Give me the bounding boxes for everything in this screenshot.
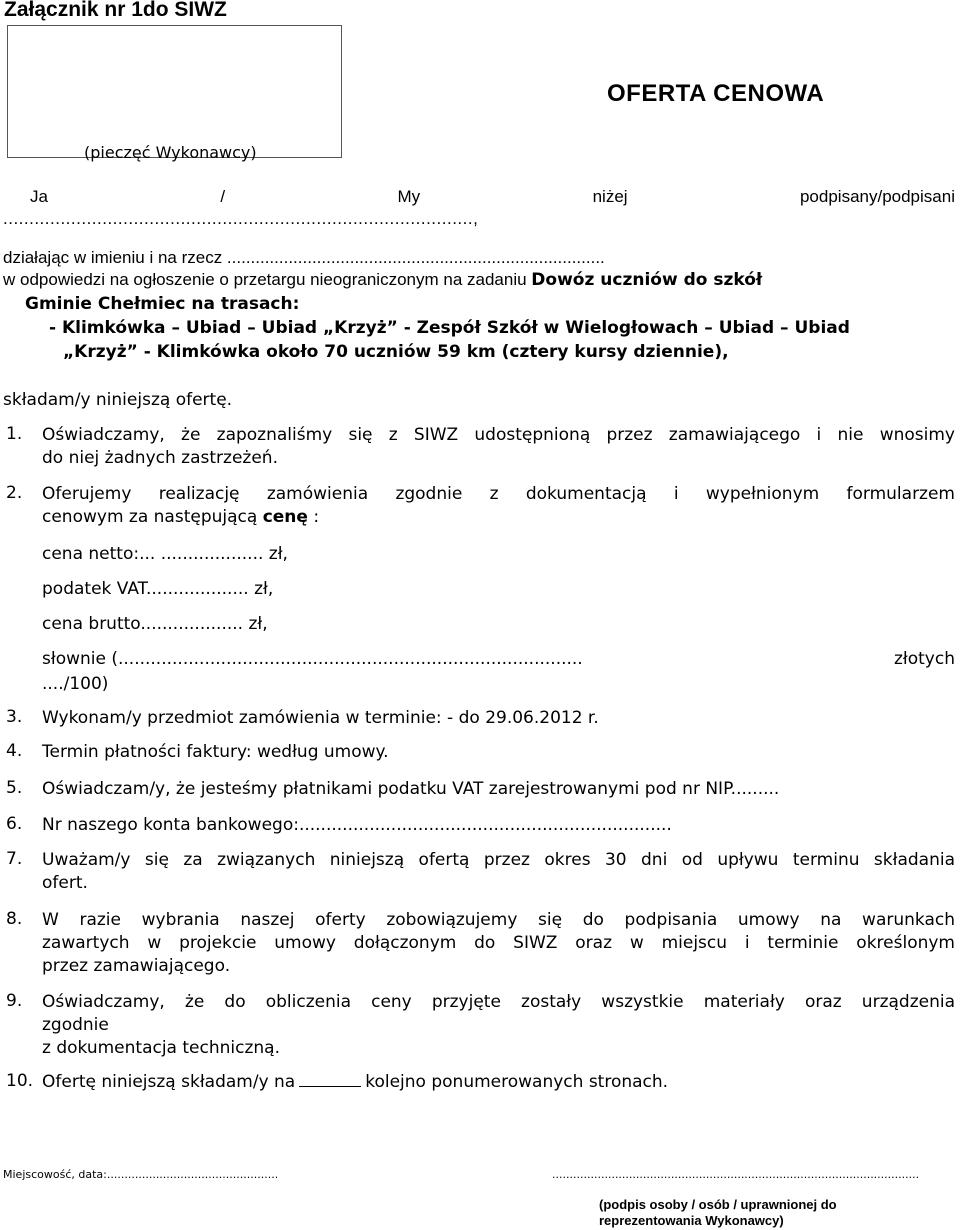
item-text <box>42 1071 955 1094</box>
signatory-name-field[interactable]: .........................................................................................., <box>3 209 479 228</box>
tender-reference <box>3 270 762 290</box>
item-text: Oferujemy realizację zamówienia zgodnie z dokumentacją i wypełnionym formularzem <box>42 484 955 504</box>
item-text: Termin płatności faktury: według umowy. <box>42 742 389 762</box>
tender-reference-text: w odpowiedzi na ogłoszenie o przetargu nieograniczonym na zadaniu <box>3 270 532 289</box>
route-line-2: „Krzyż” - Klimkówka około 70 uczniów 59 km (cztery kursy dziennie), <box>63 342 729 362</box>
net-price-field[interactable]: cena netto:... ................... zł, <box>42 544 288 564</box>
nizej-text: niżej <box>592 187 628 206</box>
slownie-text: słownie (...................................................................................... <box>42 649 583 669</box>
page-title: OFERTA CENOWA <box>607 80 825 107</box>
place-date-field[interactable]: Miejscowość, data:................................................. <box>3 1168 279 1181</box>
item-text-part: kolejno ponumerowanych stronach. <box>365 1072 669 1092</box>
item-text: do niej żadnych zastrzeżeń. <box>42 448 278 468</box>
item-text: z dokumentacja techniczną. <box>42 1038 280 1058</box>
item-text: zawartych w projekcie umowy dołączonym do SIWZ oraz w miejscu i terminie określonym <box>42 933 955 953</box>
contractor-stamp-box <box>7 25 342 158</box>
tender-task-name: Dowóz uczniów do szkół <box>531 270 763 290</box>
item-text-part: cenowym za następującą <box>42 507 263 527</box>
signature-caption-line-1: (podpis osoby / osób / uprawnionej do <box>599 1197 837 1212</box>
grosze-field[interactable]: ..../100) <box>42 674 109 694</box>
stamp-label: (pieczęć Wykonawcy) <box>84 143 257 162</box>
item-number: 1. <box>6 424 23 444</box>
item-text: W razie wybrania naszej oferty zobowiązujemy się do podpisania umowy na warunkach <box>42 910 955 930</box>
signatory-line <box>30 187 955 207</box>
attachment-heading: Załącznik nr 1do SIWZ <box>4 0 227 21</box>
item-text <box>42 506 955 529</box>
ja-text: Ja <box>30 187 48 206</box>
item-text: Nr naszego konta bankowego:..................................................................... <box>42 815 672 835</box>
item-number: 2. <box>6 483 23 503</box>
item-text: przez zamawiającego. <box>42 956 231 976</box>
item-text: ofert. <box>42 873 88 893</box>
item-text: Oświadczamy, że do obliczenia ceny przyjęte zostały wszystkie materiały oraz urządzenia <box>42 992 955 1012</box>
amount-in-words-field[interactable] <box>42 649 955 669</box>
item-text-part: : <box>307 507 320 527</box>
item-number: 3. <box>6 707 23 727</box>
on-behalf-field[interactable]: działając w imieniu i na rzecz ................................................................................ <box>3 248 605 267</box>
item-number: 10. <box>6 1071 34 1091</box>
signature-caption-line-2: reprezentowania Wykonawcy) <box>599 1213 784 1228</box>
vat-field[interactable]: podatek VAT................... zł, <box>42 579 274 599</box>
item-number: 6. <box>6 814 23 834</box>
item-text: Oświadczamy, że zapoznaliśmy się z SIWZ udostępnioną przez zamawiającego i nie wnosimy <box>42 425 955 445</box>
item-text: Oświadczam/y, że jesteśmy płatnikami podatku VAT zarejestrowanymi pod nr NIP......... <box>42 779 780 799</box>
item-number: 7. <box>6 849 23 869</box>
item-text: Wykonam/y przedmiot zamówienia w terminie: - do 29.06.2012 r. <box>42 708 599 728</box>
route-line-1: - Klimkówka – Ubiad – Ubiad „Krzyż” - Zespół Szkół w Wielogłowach – Ubiad – Ubiad <box>49 318 850 338</box>
offer-statement: składam/y niniejszą ofertę. <box>3 390 233 410</box>
podpisany-text: podpisany/podpisani <box>799 187 955 206</box>
item-text-part: Ofertę niniejszą składam/y na <box>42 1072 296 1092</box>
item-number: 8. <box>6 909 23 929</box>
gross-price-field[interactable]: cena brutto................... zł, <box>42 614 268 634</box>
item-text: Uważam/y się za związanych niniejszą ofertą przez okres 30 dni od upływu terminu składania <box>42 850 955 870</box>
item-number: 9. <box>6 991 23 1011</box>
price-emphasis: cenę <box>262 507 308 527</box>
item-number: 5. <box>6 778 23 798</box>
gmina-routes-heading: Gminie Chełmiec na trasach: <box>25 294 300 314</box>
page-count-field[interactable] <box>299 1072 361 1087</box>
slash-text: / <box>220 187 226 206</box>
item-text: zgodnie <box>42 1015 109 1035</box>
item-number: 4. <box>6 741 23 761</box>
zlotych-text: złotych <box>893 649 955 669</box>
signature-field[interactable]: ......................................................................................................... <box>552 1168 920 1181</box>
my-text: My <box>397 187 421 206</box>
